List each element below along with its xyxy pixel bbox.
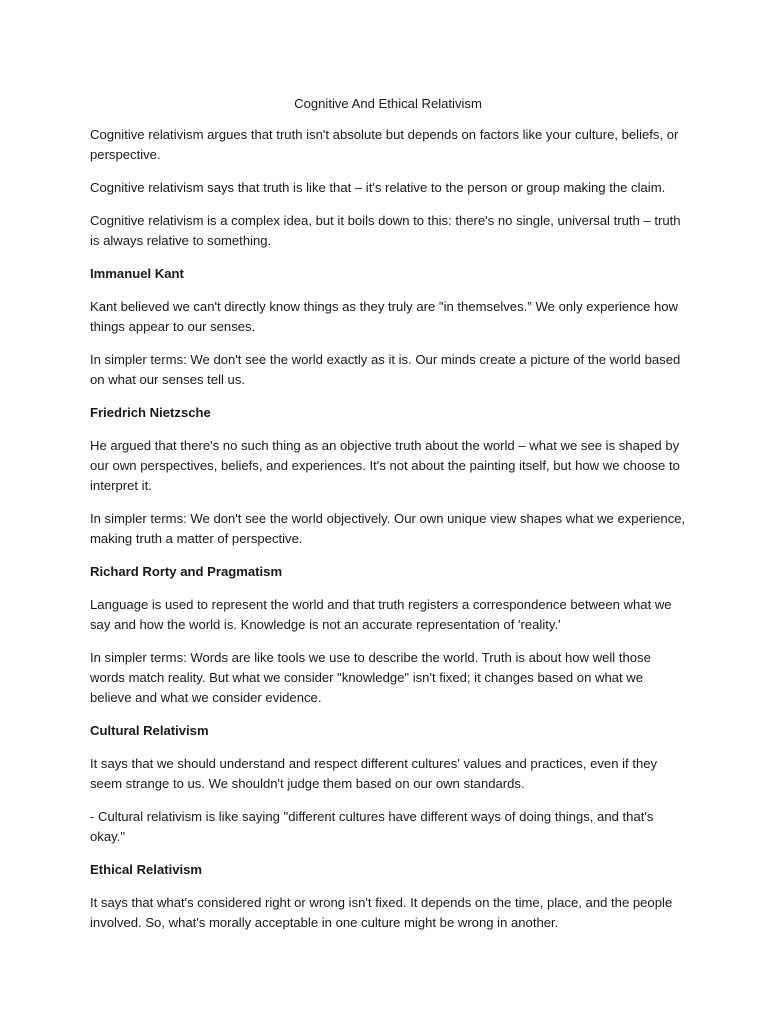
paragraph-nietzsche-simpler: In simpler terms: We don't see the world objectively. Our own unique view shapes what we experience, making truth a matter of perspective. bbox=[90, 511, 686, 546]
heading-cultural-relativism: Cultural Relativism bbox=[90, 723, 209, 738]
paragraph-cultural-respect: It says that we should understand and respect different cultures' values and practices, even if they seem strange to us. We shouldn't judge them based on our own standards. bbox=[90, 756, 658, 791]
paragraph-cognitive-relativism-relative: Cognitive relativism says that truth is like that – it's relative to the person or group making the claim. bbox=[90, 180, 666, 195]
paragraph-kant-simpler: In simpler terms: We don't see the world exactly as it is. Our minds create a picture of the world based on what our senses tell us. bbox=[90, 352, 681, 387]
paragraph-nietzsche-argument: He argued that there's no such thing as an objective truth about the world – what we see is shaped by our own perspectives, beliefs, and experiences. It's not about the painting itself, but how we choose to interpret it. bbox=[90, 438, 680, 493]
paragraph-rorty-language: Language is used to represent the world and that truth registers a correspondence between what we say and how the world is. Knowledge is not an accurate representation of 'reality.' bbox=[90, 597, 672, 632]
document-page bbox=[90, 94, 686, 946]
paragraph-ethical-right-wrong: It says that what's considered right or wrong isn't fixed. It depends on the time, place, and the people involved. So, what's morally acceptable in one culture might be wrong in another. bbox=[90, 895, 673, 930]
heading-richard-rorty: Richard Rorty and Pragmatism bbox=[90, 564, 283, 579]
heading-immanuel-kant: Immanuel Kant bbox=[90, 266, 184, 281]
paragraph-cognitive-relativism-intro: Cognitive relativism argues that truth isn't absolute but depends on factors like your culture, beliefs, or perspective. bbox=[90, 127, 679, 162]
paragraph-cultural-saying: - Cultural relativism is like saying "different cultures have different ways of doing things, and that's okay." bbox=[90, 809, 654, 844]
paragraph-rorty-simpler: In simpler terms: Words are like tools we use to describe the world. Truth is about how well those words match reality. But what we consider "knowledge" isn't fixed; it changes based on what we believe and what we consider evidence. bbox=[90, 650, 651, 705]
heading-friedrich-nietzsche: Friedrich Nietzsche bbox=[90, 405, 211, 420]
document-title: Cognitive And Ethical Relativism bbox=[294, 96, 482, 111]
paragraph-kant-belief: Kant believed we can't directly know things as they truly are "in themselves." We only experience how things appear to our senses. bbox=[90, 299, 678, 334]
heading-ethical-relativism: Ethical Relativism bbox=[90, 862, 203, 877]
paragraph-cognitive-relativism-complex: Cognitive relativism is a complex idea, but it boils down to this: there's no single, universal truth – truth is always relative to something. bbox=[90, 213, 681, 248]
